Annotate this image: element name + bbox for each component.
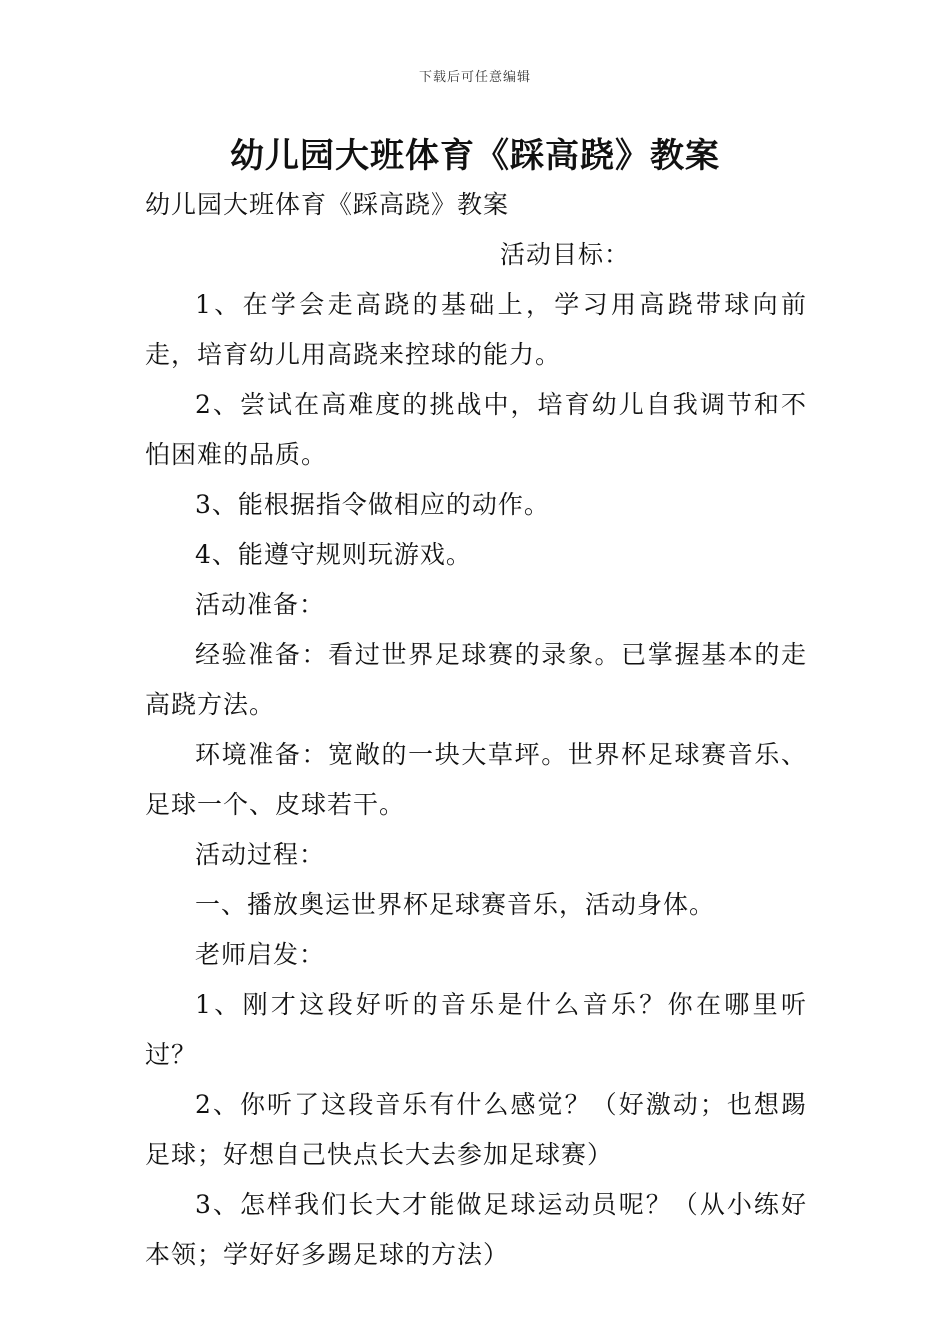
goals-heading: 活动目标： — [500, 240, 631, 269]
paragraph-question-3: 3、怎样我们长大才能做足球运动员呢？（从小练好本领；学好好多踢足球的方法） — [145, 1190, 807, 1269]
document-body — [145, 180, 807, 1280]
document-subtitle: 幼儿园大班体育《踩高跷》教案 — [145, 190, 510, 219]
paragraph-question-1: 1、刚才这段好听的音乐是什么音乐？你在哪里听过？ — [145, 990, 807, 1069]
paragraph-goal-3: 3、能根据指令做相应的动作。 — [195, 490, 550, 519]
paragraph-goal-4: 4、能遵守规则玩游戏。 — [195, 540, 472, 569]
paragraph-experience-prep: 经验准备：看过世界足球赛的录象。已掌握基本的走高跷方法。 — [145, 640, 807, 719]
paragraph-step-1: 一、播放奥运世界杯足球赛音乐，活动身体。 — [195, 890, 716, 919]
teacher-prompt-heading: 老师启发： — [195, 940, 326, 969]
paragraph-goal-2: 2、尝试在高难度的挑战中，培育幼儿自我调节和不怕困难的品质。 — [145, 390, 807, 469]
paragraph-goal-1: 1、在学会走高跷的基础上，学习用高跷带球向前走，培育幼儿用高跷来控球的能力。 — [145, 290, 807, 369]
paragraph-question-2: 2、你听了这段音乐有什么感觉？（好激动；也想踢足球；好想自己快点长大去参加足球赛） — [145, 1090, 807, 1169]
document-title: 幼儿园大班体育《踩高跷》教案 — [230, 136, 720, 176]
header-note: 下载后可任意编辑 — [418, 70, 531, 85]
preparation-heading: 活动准备： — [195, 590, 326, 619]
paragraph-environment-prep: 环境准备：宽敞的一块大草坪。世界杯足球赛音乐、足球一个、皮球若干。 — [145, 740, 807, 819]
process-heading: 活动过程： — [195, 840, 326, 869]
